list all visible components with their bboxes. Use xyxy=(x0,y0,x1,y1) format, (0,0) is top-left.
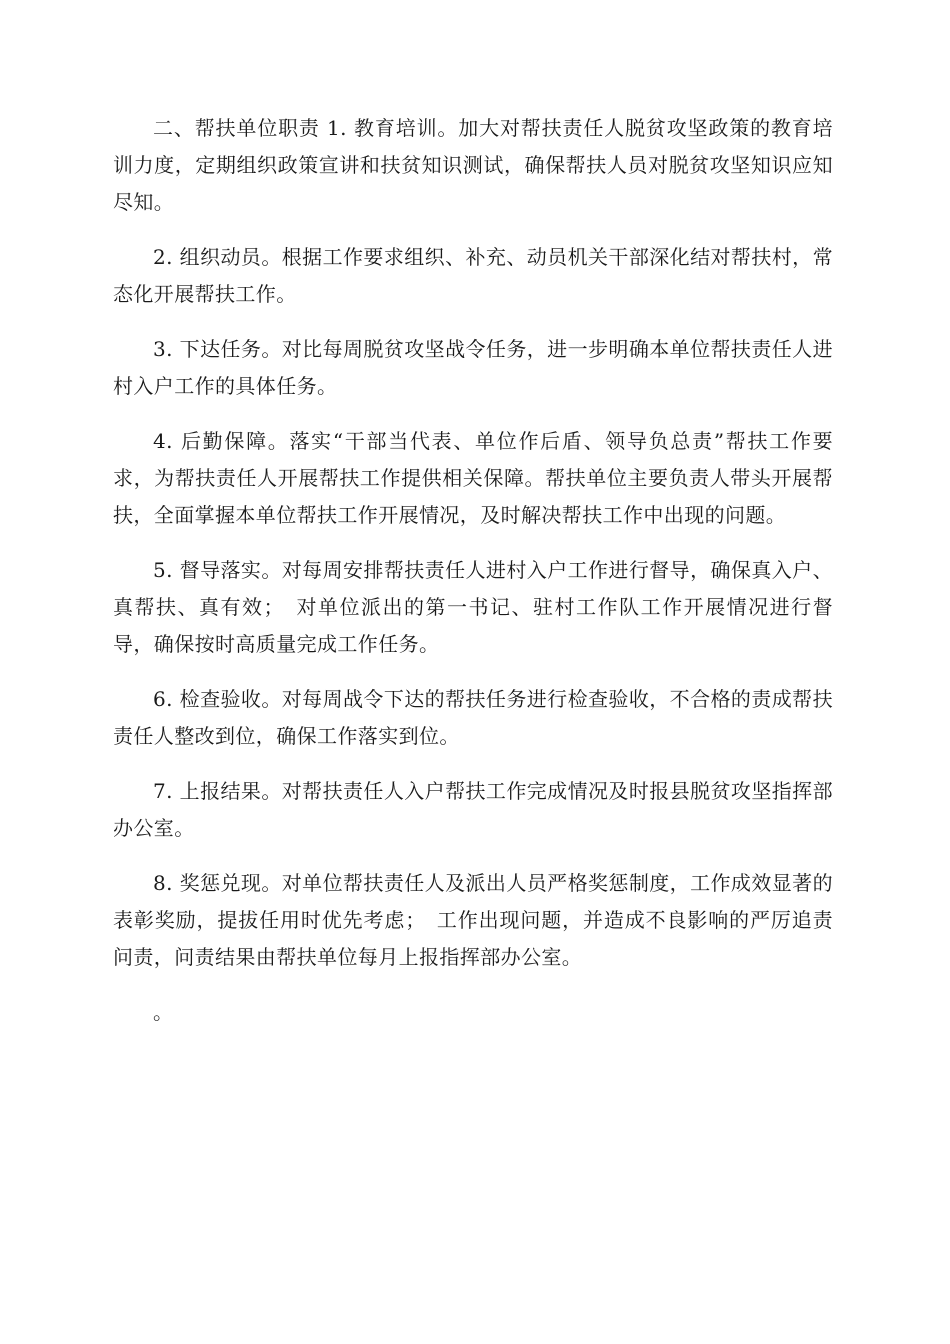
paragraph-report-results: 7. 上报结果。对帮扶责任人入户帮扶工作完成情况及时报县脱贫攻坚指挥部办公室。 xyxy=(113,779,833,840)
paragraph-trailing-mark: 。 xyxy=(153,1000,174,1024)
paragraph-inspection: 6. 检查验收。对每周战令下达的帮扶任务进行检查验收，不合格的责成帮扶责任人整改到位，确保工作落实到位。 xyxy=(113,687,833,748)
paragraph-supervision: 5. 督导落实。对每周安排帮扶责任人进村入户工作进行督导，确保真入户、真帮扶、真有效； 对单位派出的第一书记、驻村工作队工作开展情况进行督导，确保按时高质量完成工作任务。 xyxy=(113,558,833,656)
paragraph-unit-duties-training: 二、帮扶单位职责 1. 教育培训。加大对帮扶责任人脱贫攻坚政策的教育培训力度，定期组织政策宣讲和扶贫知识测试，确保帮扶人员对脱贫攻坚知识应知尽知。 xyxy=(113,116,833,214)
paragraph-assign-tasks: 3. 下达任务。对比每周脱贫攻坚战令任务，进一步明确本单位帮扶责任人进村入户工作的具体任务。 xyxy=(113,337,833,398)
paragraph-rewards-penalties: 8. 奖惩兑现。对单位帮扶责任人及派出人员严格奖惩制度，工作成效显著的表彰奖励，提拔任用时优先考虑； 工作出现问题，并造成不良影响的严厉追责问责，问责结果由帮扶单位每月上报指挥部办公室。 xyxy=(113,871,833,969)
paragraph-logistics: 4. 后勤保障。落实“干部当代表、单位作后盾、领导负总责”帮扶工作要求，为帮扶责任人开展帮扶工作提供相关保障。帮扶单位主要负责人带头开展帮扶，全面掌握本单位帮扶工作开展情况，及时解决帮扶工作中出现的问题。 xyxy=(113,429,833,527)
document-body xyxy=(113,110,833,1049)
paragraph-mobilization: 2. 组织动员。根据工作要求组织、补充、动员机关干部深化结对帮扶村，常态化开展帮扶工作。 xyxy=(113,245,833,306)
